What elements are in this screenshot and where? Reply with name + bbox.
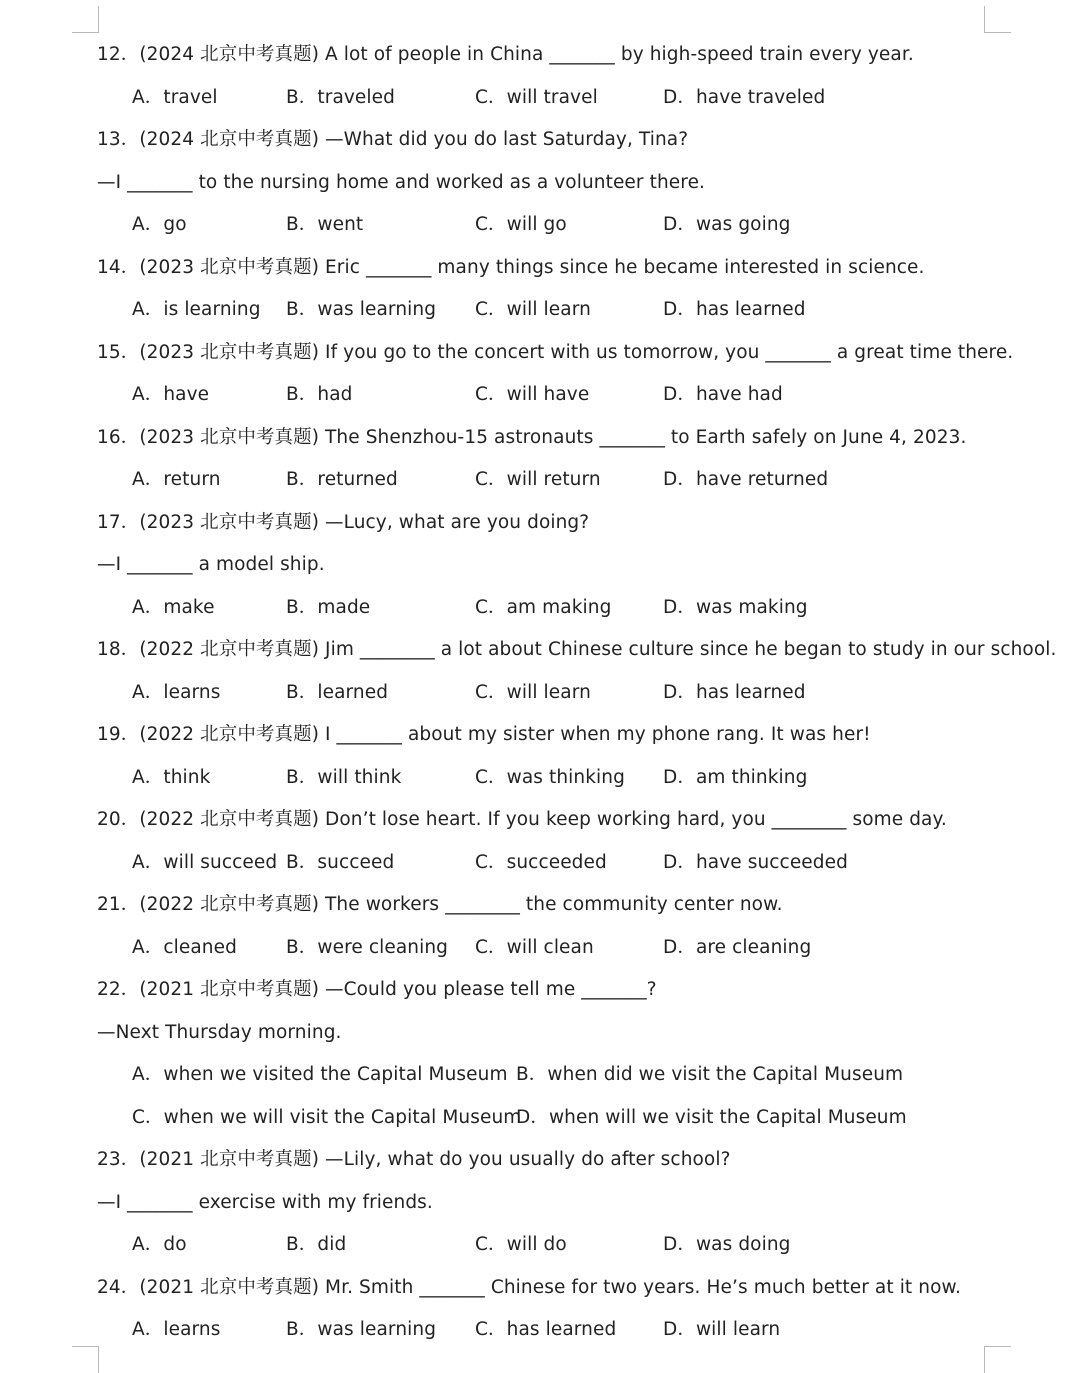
option-d: D．have succeeded bbox=[663, 851, 848, 873]
question-options-23 bbox=[97, 1228, 997, 1271]
option-d: D．has learned bbox=[663, 299, 806, 320]
option-d: D．has learned bbox=[663, 681, 806, 703]
option-c: C．was thinking bbox=[475, 766, 625, 788]
option-b: B．had bbox=[286, 384, 353, 405]
option-c: C．succeeded bbox=[475, 851, 607, 873]
question-stem-13: 13．(2024 北京中考真题) —What did you do last Saturday, Tina? bbox=[97, 129, 689, 150]
option-b: B．were cleaning bbox=[286, 936, 449, 958]
question-stem-13-reply: —I _______ to the nursing home and worked as a volunteer there. bbox=[97, 171, 706, 193]
option-a: A．learns bbox=[132, 681, 221, 703]
question-options-22-row-1 bbox=[97, 1058, 997, 1101]
option-a: A．travel bbox=[132, 86, 218, 108]
option-b: B．was learning bbox=[286, 1319, 437, 1340]
question-stem-24: 24．(2021 北京中考真题) Mr. Smith _______ Chinese for two years. He’s much better at it now. bbox=[97, 1276, 962, 1298]
option-a: A．make bbox=[132, 596, 215, 618]
option-c: C．will learn bbox=[475, 681, 591, 703]
question-options-18 bbox=[97, 676, 997, 719]
option-b: B．was learning bbox=[286, 299, 437, 320]
question-options-14 bbox=[97, 293, 997, 336]
question-options-24 bbox=[97, 1313, 997, 1356]
option-c: C．will go bbox=[475, 214, 567, 235]
option-b: B．made bbox=[286, 596, 371, 618]
crop-mark-bottom-left bbox=[72, 1346, 99, 1373]
option-a: A．will succeed bbox=[132, 851, 278, 873]
option-c: C．will have bbox=[475, 384, 590, 405]
question-stem-21: 21．(2022 北京中考真题) The workers ________ the community center now. bbox=[97, 894, 783, 915]
question-stem-15: 15．(2023 北京中考真题) If you go to the concert with us tomorrow, you _______ a great time there. bbox=[97, 341, 1014, 363]
option-d: D．have had bbox=[663, 384, 783, 405]
question-stem-20: 20．(2022 北京中考真题) Don’t lose heart. If you keep working hard, you ________ some day. bbox=[97, 809, 947, 830]
question-stem-17-reply: —I _______ a model ship. bbox=[97, 554, 325, 575]
question-stem-18: 18．(2022 北京中考真题) Jim ________ a lot about Chinese culture since he began to study in our school. bbox=[97, 639, 1057, 660]
question-options-19 bbox=[97, 761, 997, 804]
option-a: A．cleaned bbox=[132, 936, 237, 958]
question-options-15 bbox=[97, 378, 997, 421]
option-a: A．learns bbox=[132, 1319, 221, 1340]
question-stem-23-reply: —I _______ exercise with my friends. bbox=[97, 1191, 433, 1213]
option-a: A．think bbox=[132, 766, 211, 788]
question-options-12 bbox=[97, 81, 997, 124]
question-stem-12: 12．(2024 北京中考真题) A lot of people in China _______ by high-speed train every year. bbox=[97, 44, 914, 65]
crop-mark-top-left bbox=[72, 6, 99, 33]
option-c: C．will learn bbox=[475, 299, 591, 320]
option-d: D．was going bbox=[663, 214, 791, 235]
question-stem-19: 19．(2022 北京中考真题) I _______ about my sister when my phone rang. It was her! bbox=[97, 724, 871, 745]
option-b: B．returned bbox=[286, 469, 398, 490]
option-a: A．have bbox=[132, 384, 210, 405]
option-a: A．is learning bbox=[132, 299, 261, 320]
option-b: B．learned bbox=[286, 681, 389, 703]
question-stem-17: 17．(2023 北京中考真题) —Lucy, what are you doing? bbox=[97, 511, 590, 533]
option-d: D．have returned bbox=[663, 469, 829, 490]
option-d: D．are cleaning bbox=[663, 936, 812, 958]
option-c: C．has learned bbox=[475, 1319, 617, 1340]
question-options-20 bbox=[97, 846, 997, 889]
option-d: D．have traveled bbox=[663, 86, 826, 108]
question-options-13 bbox=[97, 208, 997, 251]
option-d: D．was doing bbox=[663, 1234, 791, 1255]
question-stem-22: 22．(2021 北京中考真题) —Could you please tell me _______? bbox=[97, 979, 657, 1000]
option-b: B．will think bbox=[286, 766, 402, 788]
option-d: D．when will we visit the Capital Museum bbox=[516, 1106, 907, 1128]
option-d: D．was making bbox=[663, 596, 808, 618]
question-list bbox=[97, 38, 1057, 1356]
option-c: C．am making bbox=[475, 596, 612, 618]
question-stem-23: 23．(2021 北京中考真题) —Lily, what do you usually do after school? bbox=[97, 1149, 731, 1170]
option-c: C．will travel bbox=[475, 86, 598, 108]
crop-mark-top-right bbox=[984, 6, 1011, 33]
question-stem-16: 16．(2023 北京中考真题) The Shenzhou-15 astronauts _______ to Earth safely on June 4, 2023. bbox=[97, 426, 967, 448]
option-b: B．when did we visit the Capital Museum bbox=[516, 1064, 904, 1085]
option-c: C．when we will visit the Capital Museum bbox=[132, 1106, 522, 1128]
question-stem-22-reply: —Next Thursday morning. bbox=[97, 1021, 342, 1043]
option-b: B．went bbox=[286, 214, 364, 235]
question-options-17 bbox=[97, 591, 997, 634]
option-c: C．will do bbox=[475, 1234, 567, 1255]
option-a: A．return bbox=[132, 469, 221, 490]
option-c: C．will return bbox=[475, 469, 601, 490]
option-b: B．succeed bbox=[286, 851, 395, 873]
question-options-21 bbox=[97, 931, 997, 974]
question-stem-14: 14．(2023 北京中考真题) Eric _______ many things since he became interested in science. bbox=[97, 256, 925, 278]
option-d: D．will learn bbox=[663, 1319, 781, 1340]
question-options-16 bbox=[97, 463, 997, 506]
option-b: B．traveled bbox=[286, 86, 395, 108]
option-d: D．am thinking bbox=[663, 766, 808, 788]
option-c: C．will clean bbox=[475, 936, 594, 958]
option-a: A．do bbox=[132, 1234, 187, 1255]
option-a: A．when we visited the Capital Museum bbox=[132, 1064, 508, 1085]
option-b: B．did bbox=[286, 1234, 347, 1255]
question-options-22-row-2 bbox=[97, 1101, 997, 1144]
option-a: A．go bbox=[132, 214, 187, 235]
